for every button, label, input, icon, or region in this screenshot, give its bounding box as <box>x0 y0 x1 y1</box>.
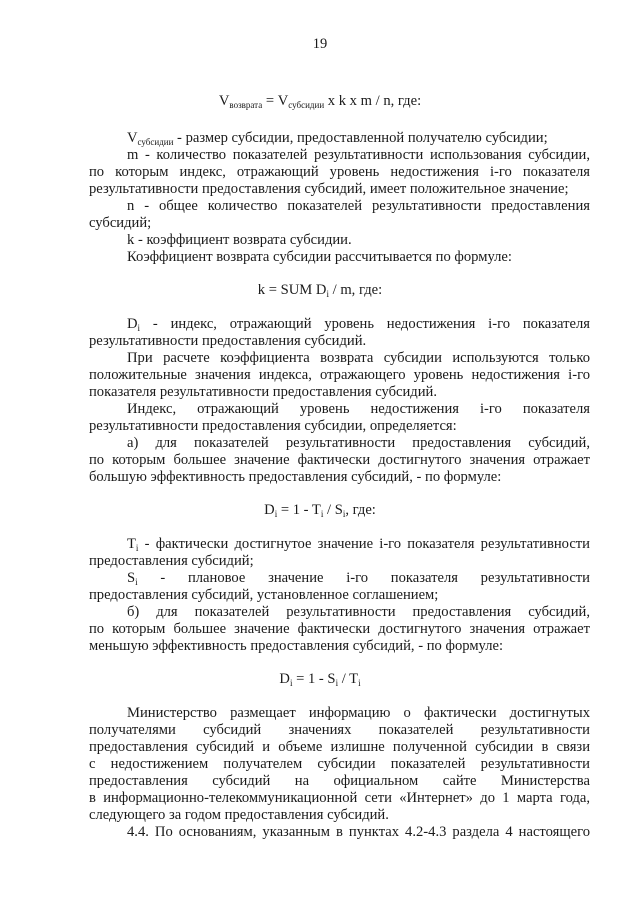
item-a-line: большую эффективность предоставления субсидий, - по формуле: <box>89 469 502 485</box>
v-subsidy-definition: $V_{субсидии}$ - размер субсидии, предоставленной получателю субсидии; <box>127 130 548 147</box>
ministry-paragraph-line: предоставления субсидий на официальном сайте Министерства <box>89 773 590 789</box>
si-definition-line: $S_i$ - плановое значение i-го показателя результативности <box>127 570 590 587</box>
n-definition-line: субсидий; <box>89 215 152 231</box>
di-definition-line: $D_i$ - индекс, отражающий уровень недостижения i-го показателя <box>127 316 590 333</box>
formula-di-a: $D_i = 1 - T_i / S_i$, где: <box>264 502 376 519</box>
index-paragraph-line: Индекс, отражающий уровень недостижения i-го показателя <box>127 401 590 417</box>
item-b-line: по которым большее значение фактически достигнутого значения отражает <box>89 621 590 637</box>
ministry-paragraph-line: Министерство размещает информацию о фактически достигнутых <box>127 705 590 721</box>
formula-k: k = SUM $D_i$ / m, где: <box>257 282 383 299</box>
m-definition-line: результативности предоставления субсидий, имеет положительное значение; <box>89 181 569 197</box>
k-intro: Коэффициент возврата субсидии рассчитывается по формуле: <box>127 249 512 265</box>
ministry-paragraph-line: следующего за годом предоставления субсидий. <box>89 807 389 823</box>
ministry-paragraph-line: получателями субсидий значениях показателей результативности <box>89 722 590 738</box>
k-definition: k - коэффициент возврата субсидии. <box>127 232 352 248</box>
ti-definition-line: $T_i$ - фактически достигнутое значение i-го показателя результативности <box>127 536 590 553</box>
item-b-line: б) для показателей результативности предоставления субсидий, <box>127 604 590 620</box>
section-4-4-line: 4.4. По основаниям, указанным в пунктах 4.2-4.3 раздела 4 настоящего <box>127 824 590 840</box>
positive-values-line: При расчете коэффициента возврата субсидии используются только <box>127 350 590 366</box>
positive-values-line: показателя результативности предоставления субсидий. <box>89 384 438 400</box>
ti-definition-line: предоставления субсидий; <box>89 553 254 569</box>
di-definition-line: результативности предоставления субсидий. <box>89 333 367 349</box>
si-definition-line: предоставления субсидий, установленное соглашением; <box>89 587 439 603</box>
item-b-line: меньшую эффективность предоставления субсидий, - по формуле: <box>89 638 504 654</box>
page-number: 19 <box>312 36 328 52</box>
formula-di-b: $D_i = 1 - S_i / T_i$ <box>279 671 361 688</box>
m-definition-line: m - количество показателей результативности использования субсидии, <box>127 147 590 163</box>
index-paragraph-line: результативности предоставления субсидии, определяется: <box>89 418 457 434</box>
m-definition-line: по которым индекс, отражающий уровень недостижения i-го показателя <box>89 164 590 180</box>
ministry-paragraph-line: в информационно-телекоммуникационной сети «Интернет» до 1 марта года, <box>89 790 590 806</box>
item-a-line: а) для показателей результативности предоставления субсидий, <box>127 435 590 451</box>
ministry-paragraph-line: с недостижением получателем субсидии показателей результативности <box>89 756 590 772</box>
n-definition-line: n - общее количество показателей результативности предоставления <box>127 198 590 214</box>
positive-values-line: положительные значения индекса, отражающего уровень недостижения i-го <box>89 367 590 383</box>
item-a-line: по которым большее значение фактически достигнутого значения отражает <box>89 452 590 468</box>
formula-v-return: $V_{возврата} = V_{субсидии}$ x k x m / n, где: <box>218 93 422 110</box>
ministry-paragraph-line: предоставления субсидий и объеме излишне полученной субсидии в связи <box>89 739 590 755</box>
